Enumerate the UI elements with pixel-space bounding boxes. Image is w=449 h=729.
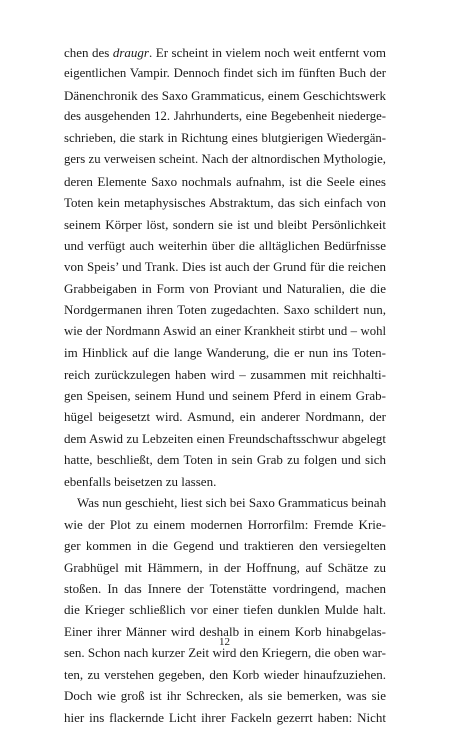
text-line: des ausgehenden 12. Jahrhunderts, eine Begebenheit niederge- (64, 109, 386, 124)
paragraph-start-line: Was nun geschieht, liest sich bei Saxo Grammaticus beinah (77, 495, 387, 511)
text-line: deren Elemente Saxo nochmals aufnahm, ist die Seele eines (64, 173, 386, 189)
text-line: hatte, beschließt, dem Toten in sein Grab zu folgen und sich (64, 452, 386, 468)
text-line: gers zu verweisen scheint. Nach der altnordischen Mythologie, (64, 152, 386, 167)
text-line: stoßen. In das Innere der Totenstätte vordringend, machen (64, 580, 386, 596)
page-number: 12 (219, 636, 230, 648)
text-line: gen Speisen, seinem Hund und seinem Pferd in einem Grab- (64, 388, 386, 403)
text-line: ten, zu verstehen gegeben, den Korb wieder hinaufzuziehen. (64, 666, 386, 682)
text-line: Einer ihrer Männer wird deshalb in einem Korb hinabgelas- (64, 623, 386, 639)
text-line: seinem Körper löst, sondern sie ist und bleibt Persönlichkeit (64, 216, 386, 232)
text-line: sen. Schon nach kurzer Zeit wird den Kriegern, die oben war- (64, 645, 386, 661)
text-line: Dänenchronik des Saxo Grammaticus, einem Geschichtswerk (64, 87, 386, 103)
text-line: schrieben, die stark in Richtung eines blutgierigen Wiedergän- (64, 130, 386, 145)
text-line: wie der Nordmann Aswid an einer Krankheit stirbt und – wohl (64, 323, 386, 338)
text-line: hügel beigesetzt wird. Asmund, ein anderer Nordmann, der (64, 409, 386, 425)
text-line: Toten kein metaphysisches Abstraktum, das sich einfach von (64, 195, 386, 211)
text-line: im Hinblick auf die lange Wanderung, die er nun ins Toten- (64, 345, 386, 361)
text-line: und verfügt auch weiterhin über die alltäglichen Bedürfnisse (64, 237, 386, 253)
text-line: Grabhügel mit Hämmern, in der Hoffnung, auf Schätze zu (64, 559, 386, 575)
text-line: reich zurückzulegen haben wird – zusammen mit reichhalti- (64, 366, 386, 382)
paragraph-end-line: ebenfalls beisetzen zu lassen. (64, 473, 217, 489)
body-text (64, 42, 386, 728)
text-line: hier ins flackernde Licht ihrer Fackeln gezerrt haben: Nicht (64, 709, 386, 725)
text-line-1: chen des draugr. Er scheint in vielem noch weit entfernt vom (64, 45, 387, 60)
book-page (64, 42, 386, 728)
italic-term: draugr (112, 45, 149, 60)
text-line: eigentlichen Vampir. Dennoch findet sich im fünften Buch der (64, 66, 386, 81)
text-line: dem Aswid zu Lebzeiten einen Freundschaftsschwur abgelegt (64, 430, 386, 446)
text-line: ger kommen in die Gegend und traktieren den versiegelten (64, 538, 386, 554)
text-line: Grabbeigaben in Form von Proviant und Naturalien, die die (64, 280, 386, 296)
text-line: von Speis’ und Trank. Dies ist auch der Grund für die reichen (64, 259, 386, 275)
text-line: Doch wie groß ist ihr Schrecken, als sie bemerken, was sie (64, 688, 386, 704)
text-line: Nordgermanen ihren Toten zugedachten. Saxo schildert nun, (64, 302, 386, 318)
text-line: die Krieger schließlich vor einer tiefen dunklen Mulde halt. (64, 602, 386, 618)
text-line: wie der Plot zu einem modernen Horrorfilm: Fremde Krie- (64, 516, 386, 532)
